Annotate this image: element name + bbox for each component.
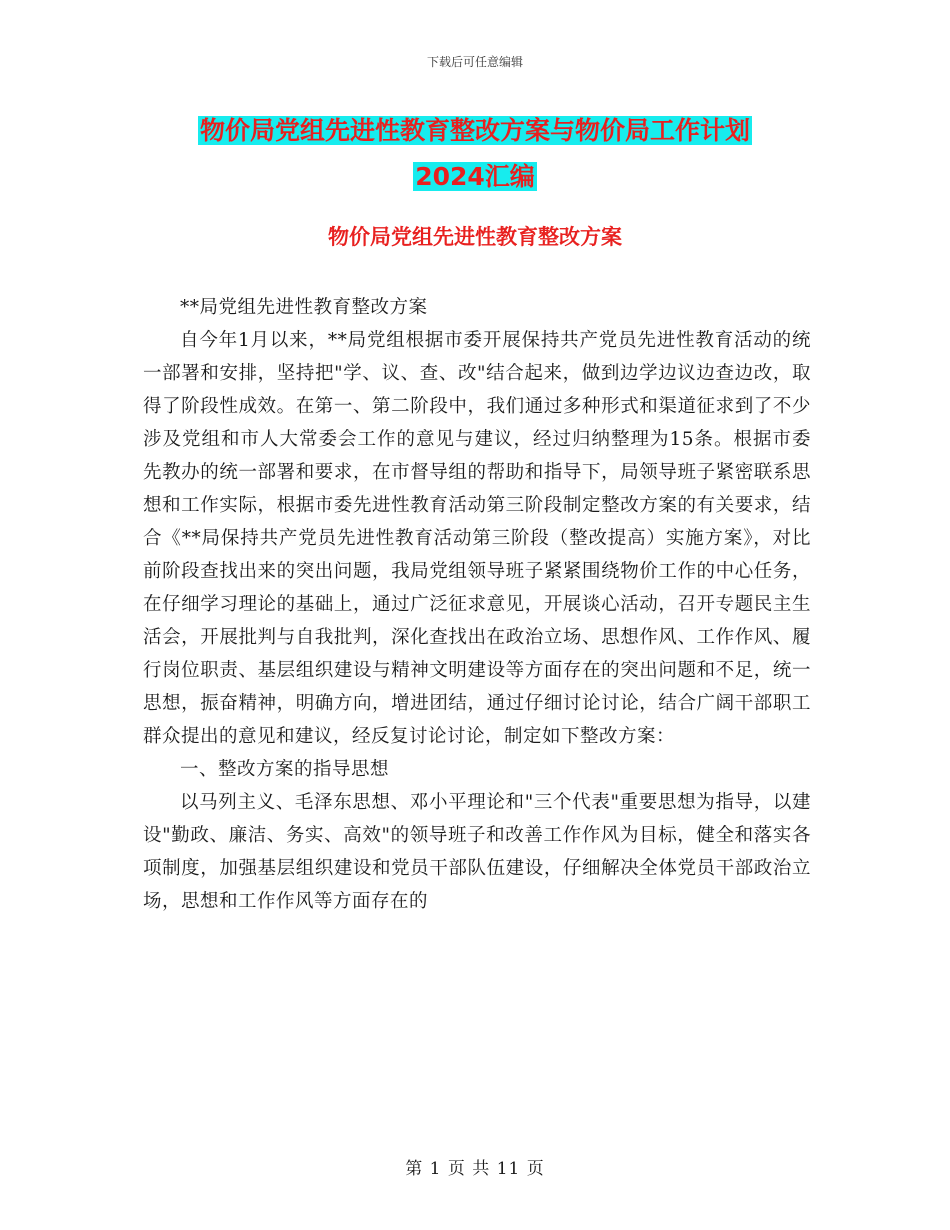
document-body bbox=[143, 291, 811, 918]
title-highlight: 2024汇编 bbox=[415, 162, 535, 191]
title-highlight: 物价局党组先进性教育整改方案与物价局工作计划 bbox=[199, 116, 750, 145]
paragraph-intro: 自今年1月以来，**局党组根据市委开展保持共产党员先进性教育活动的统一部署和安排，坚持把"学、议、查、改"结合起来，做到边学边议边查边改，取得了阶段性成效。在第一、第二阶段中，我们通过多种形式和渠道征求到了不少涉及党组和市人大常委会工作的意见与建议，经过归纳整理为15条。根据市委先教办的统一部署和要求，在市督导组的帮助和指导下，局领导班子紧密联系思想和工作实际，根据市委先进性教育活动第三阶段制定整改方案的有关要求，结合《**局保持共产党员先进性教育活动第三阶段（整改提高）实施方案》，对比前阶段查找出来的突出问题，我局党组领导班子紧紧围绕物价工作的中心任务，在仔细学习理论的基础上，通过广泛征求意见，开展谈心活动，召开专题民主生活会，开展批判与自我批判，深化查找出在政治立场、思想作风、工作作风、履行岗位职责、基层组织建设与精神文明建设等方面存在的突出问题和不足，统一思想，振奋精神，明确方向，增进团结，通过仔细讨论讨论，结合广阔干部职工群众提出的意见和建议，经反复讨论讨论，制定如下整改方案： bbox=[143, 330, 811, 747]
document-title-line-2 bbox=[0, 154, 950, 200]
page-number-footer: 第 1 页 共 11 页 bbox=[405, 1159, 545, 1179]
header-note: 下载后可任意编辑 bbox=[426, 55, 523, 69]
document-title-line-1 bbox=[0, 108, 950, 154]
paragraph-heading-guiding-thought: 一、整改方案的指导思想 bbox=[180, 759, 390, 780]
document-title bbox=[0, 108, 950, 200]
section-title: 物价局党组先进性教育整改方案 bbox=[328, 225, 622, 249]
paragraph-guiding-thought: 以马列主义、毛泽东思想、邓小平理论和"三个代表"重要思想为指导，以建设"勤政、廉洁、务实、高效"的领导班子和改善工作作风为目标，健全和落实各项制度，加强基层组织建设和党员干部队伍建设，仔细解决全体党员干部政治立场，思想和工作作风等方面存在的 bbox=[143, 792, 811, 912]
paragraph-subtitle: **局党组先进性教育整改方案 bbox=[180, 297, 428, 318]
